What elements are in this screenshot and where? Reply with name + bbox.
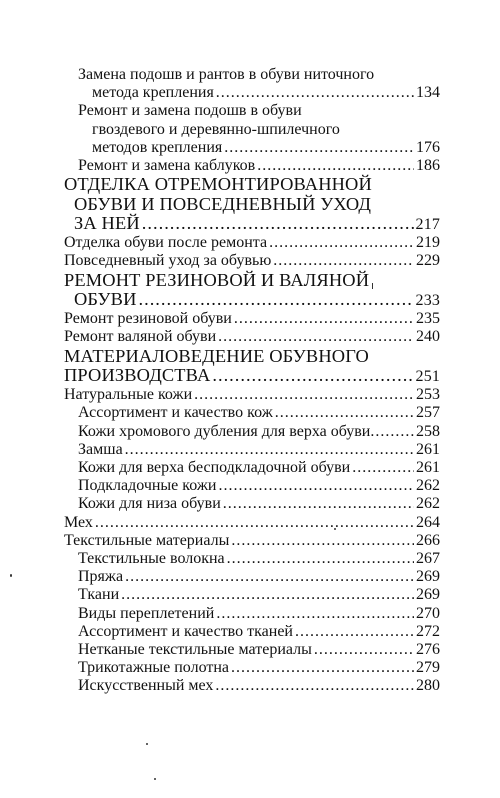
dot-leader: [257, 157, 414, 175]
toc-entry[interactable]: [64, 459, 440, 477]
page-number: 235: [416, 310, 440, 328]
toc-entry-label: Трикотажные полотна: [78, 659, 230, 677]
page-number: 251: [415, 367, 440, 385]
toc-entry-label: Ткани: [78, 586, 120, 604]
toc-entry[interactable]: [64, 659, 440, 677]
dot-leader: [194, 386, 414, 404]
dot-leader: [125, 568, 414, 586]
toc-entry-label: Кожи для верха бесподкладочной обуви: [78, 458, 351, 476]
page-number: 269: [416, 568, 440, 586]
toc-entry[interactable]: [64, 514, 440, 532]
dot-leader: [275, 404, 414, 422]
page-number: 270: [416, 604, 440, 622]
dot-leader: [139, 290, 414, 309]
toc-entry-text: Замена подошв и рантов в обуви ниточного: [78, 66, 375, 83]
toc-entry-label: Искусственный мех: [78, 677, 214, 695]
toc-entry-label: методов крепления: [92, 138, 223, 156]
dot-leader: [295, 623, 414, 641]
toc-entry[interactable]: [64, 477, 440, 495]
toc-entry-label: Повседневный уход за обувью: [64, 252, 272, 270]
page-number: 253: [416, 386, 440, 404]
dot-leader: [370, 423, 416, 441]
page-number: 233: [415, 291, 440, 309]
page-number: 266: [416, 531, 440, 549]
toc-entry-label: Ремонт валяной обуви: [64, 328, 217, 346]
toc-entry[interactable]: [64, 234, 440, 252]
toc-entry[interactable]: [64, 423, 440, 441]
toc-entry[interactable]: [64, 586, 440, 604]
toc-entry-label: Ассортимент и качество кож: [78, 404, 273, 422]
dot-leader: [234, 310, 414, 328]
toc-entry-label: Текстильные волокна: [78, 549, 225, 567]
scan-speck: [334, 528, 336, 530]
toc-entry-label: Ремонт резиновой обуви: [64, 310, 232, 328]
toc-entry[interactable]: [64, 328, 440, 346]
toc-entry-label: Подкладочные кожи: [78, 477, 217, 495]
scan-speck: [372, 283, 373, 289]
toc-entry[interactable]: [64, 157, 440, 175]
page-number: 279: [416, 659, 440, 677]
toc-entry[interactable]: [64, 214, 440, 234]
toc-entry-label: Текстильные материалы: [64, 531, 230, 549]
page-number: 276: [416, 640, 440, 658]
toc-entry[interactable]: [64, 139, 440, 157]
section-heading: РЕМОНТ РЕЗИНОВОЙ И ВАЛЯНОЙ: [64, 269, 370, 290]
page-number: 219: [416, 234, 440, 252]
page-number: 264: [416, 513, 440, 531]
toc-entry[interactable]: [64, 441, 440, 459]
toc-entry-label: метода крепления: [92, 84, 214, 102]
scan-speck: [154, 778, 156, 780]
page-number: 258: [416, 422, 440, 440]
page-number: 217: [415, 215, 440, 233]
toc-entry[interactable]: [64, 641, 440, 659]
page-number: 272: [416, 622, 440, 640]
page-number: 269: [416, 586, 440, 604]
page-number: 261: [416, 440, 440, 458]
page-number: 229: [416, 252, 440, 270]
toc-entry-label: Кожи хромового дубления для верха обуви: [78, 422, 371, 440]
toc-entry[interactable]: [64, 310, 440, 328]
dot-leader: [121, 586, 414, 604]
toc-entry-label: Ремонт и замена каблуков: [78, 157, 256, 175]
toc-entry[interactable]: [64, 404, 440, 422]
dot-leader: [273, 252, 414, 270]
toc-entry[interactable]: [64, 550, 440, 568]
dot-leader: [224, 139, 414, 157]
table-of-contents: [64, 66, 440, 696]
section-heading-label: ПРОИЗВОДСТВА: [64, 364, 211, 385]
dot-leader: [223, 495, 414, 513]
toc-entry-label: Отделка обуви после ремонта: [64, 234, 268, 252]
toc-entry[interactable]: [64, 366, 440, 386]
page-number: 262: [416, 495, 440, 513]
toc-entry[interactable]: [64, 532, 440, 550]
page-number: 240: [416, 328, 440, 346]
toc-entry-label: Кожи для низа обуви: [78, 495, 221, 513]
toc-entry-label: Натуральные кожи: [64, 386, 193, 404]
toc-entry[interactable]: [64, 290, 440, 310]
dot-leader: [352, 459, 414, 477]
toc-entry[interactable]: [64, 623, 440, 641]
dot-leader: [216, 605, 414, 623]
toc-entry-label: Замша: [78, 440, 123, 458]
dot-leader: [218, 328, 414, 346]
section-heading: МАТЕРИАЛОВЕДЕНИЕ ОБУВНОГО: [64, 345, 369, 366]
toc-entry[interactable]: [64, 386, 440, 404]
dot-leader: [95, 514, 414, 532]
toc-entry-text: Ремонт и замена подошв в обуви: [78, 102, 302, 120]
scan-speck: [146, 743, 148, 745]
dot-leader: [269, 234, 414, 252]
toc-entry-label: Мех: [64, 513, 93, 531]
toc-entry[interactable]: [64, 252, 440, 270]
section-heading: ОБУВИ И ПОВСЕДНЕВНЫЙ УХОД: [74, 193, 372, 214]
dot-leader: [218, 477, 414, 495]
page-number: 134: [416, 84, 440, 102]
dot-leader: [216, 84, 414, 102]
section-heading-label: ЗА НЕЙ: [74, 212, 140, 233]
dot-leader: [231, 532, 414, 550]
toc-entry[interactable]: [64, 84, 440, 102]
section-heading-label: ОБУВИ: [74, 288, 137, 309]
toc-entry-label: Виды переплетений: [78, 604, 215, 622]
dot-leader: [314, 641, 414, 659]
page-number: 186: [416, 157, 440, 175]
toc-entry-text: гвоздевого и деревянно-шпилечного: [92, 120, 340, 138]
dot-leader: [227, 550, 414, 568]
page-number: 280: [416, 677, 440, 695]
page-number: 176: [416, 138, 440, 156]
dot-leader: [212, 366, 413, 385]
toc-entry-label: Ассортимент и качество тканей: [78, 622, 293, 640]
scan-speck: [10, 574, 12, 577]
dot-leader: [142, 214, 414, 233]
toc-entry-label: Пряжа: [78, 568, 124, 586]
page-number: 261: [416, 458, 440, 476]
page-number: 267: [416, 549, 440, 567]
dot-leader: [231, 659, 414, 677]
toc-entry[interactable]: [64, 605, 440, 623]
page-number: 257: [416, 404, 440, 422]
toc-entry[interactable]: [64, 568, 440, 586]
dot-leader: [215, 677, 414, 695]
toc-entry-label: Нетканые текстильные материалы: [78, 640, 312, 658]
section-heading: ОТДЕЛКА ОТРЕМОНТИРОВАННОЙ: [64, 174, 372, 195]
toc-entry[interactable]: [64, 495, 440, 513]
page-number: 262: [416, 477, 440, 495]
toc-entry[interactable]: [64, 677, 440, 695]
dot-leader: [125, 441, 414, 459]
